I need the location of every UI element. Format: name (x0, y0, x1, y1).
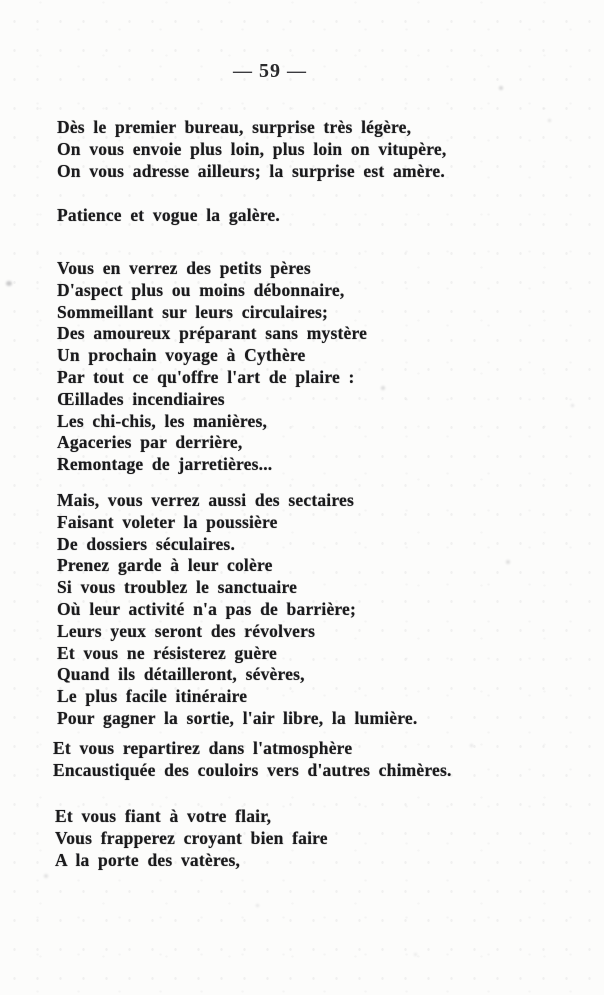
poem-line: D'aspect plus ou moins débonnaire, (57, 279, 345, 300)
poem-line: Des amoureux préparant sans mystère (57, 323, 368, 344)
poem-line: Agaceries par derrière, (57, 432, 243, 453)
poem-line: Pour gagner la sortie, l'air libre, la lumière. (57, 707, 418, 728)
poem-line: On vous adresse ailleurs; la surprise est amère. (57, 160, 445, 181)
poem-line: A la porte des vatères, (55, 849, 241, 870)
poem-line: Faisant voleter la poussière (57, 511, 278, 532)
poem-line: Remontage de jarretières... (57, 454, 273, 475)
scan-noise (506, 560, 510, 564)
poem-line: De dossiers séculaires. (57, 533, 236, 554)
poem-line: Dès le premier bureau, surprise très légère, (57, 117, 412, 137)
scan-noise (256, 904, 259, 907)
stanza-4 (57, 490, 577, 730)
poem-line: Patience et vogue la galère. (57, 205, 280, 225)
stanza-1 (57, 117, 577, 182)
stanza-2 (57, 205, 577, 227)
scan-noise (499, 86, 503, 90)
scan-noise (44, 874, 48, 878)
poem-line: Vous frapperez croyant bien faire (55, 827, 328, 848)
poem-line: Sommeillant sur leurs circulaires; (57, 301, 329, 322)
header-right-dash: — (287, 61, 307, 82)
scan-noise (6, 281, 12, 286)
poem-line: Prenez garde à leur colère (57, 555, 273, 576)
poem-line: Par tout ce qu'offre l'art de plaire : (57, 366, 355, 387)
page-header (0, 60, 540, 83)
poem-line: Encaustiquée des couloirs vers d'autres chimères. (53, 759, 452, 780)
poem-line: Mais, vous verrez aussi des sectaires (57, 490, 354, 510)
scan-noise (548, 119, 551, 122)
poem-line: Le plus facile itinéraire (57, 686, 248, 707)
stanza-6 (55, 806, 575, 871)
poem-line: Et vous repartirez dans l'atmosphère (53, 738, 353, 758)
scan-noise (381, 386, 385, 390)
scan-noise (571, 404, 574, 407)
poem-line: Où leur activité n'a pas de barrière; (57, 598, 357, 619)
poem-line: Vous en verrez des petits pères (57, 258, 311, 278)
poem-line: Les chi-chis, les manières, (57, 410, 268, 431)
poem-line: Un prochain voyage à Cythère (57, 345, 306, 366)
poem-line: Quand ils détailleront, sévères, (57, 664, 305, 685)
poem-line: Si vous troublez le sanctuaire (57, 577, 298, 598)
stanza-5 (53, 738, 573, 782)
scan-noise (414, 953, 417, 956)
poem-line: Leurs yeux seront des révolvers (57, 620, 316, 641)
poem-line: On vous envoie plus loin, plus loin on vitupère, (57, 138, 447, 159)
poem-line: Et vous ne résisterez guère (57, 642, 278, 663)
header-left-dash: — (233, 61, 253, 82)
poem-line: Et vous fiant à votre flair, (55, 806, 272, 826)
poem-line: Œillades incendiaires (57, 388, 225, 409)
stanza-3 (57, 258, 577, 476)
page-number: 59 (259, 60, 281, 82)
scan-noise (470, 744, 473, 747)
